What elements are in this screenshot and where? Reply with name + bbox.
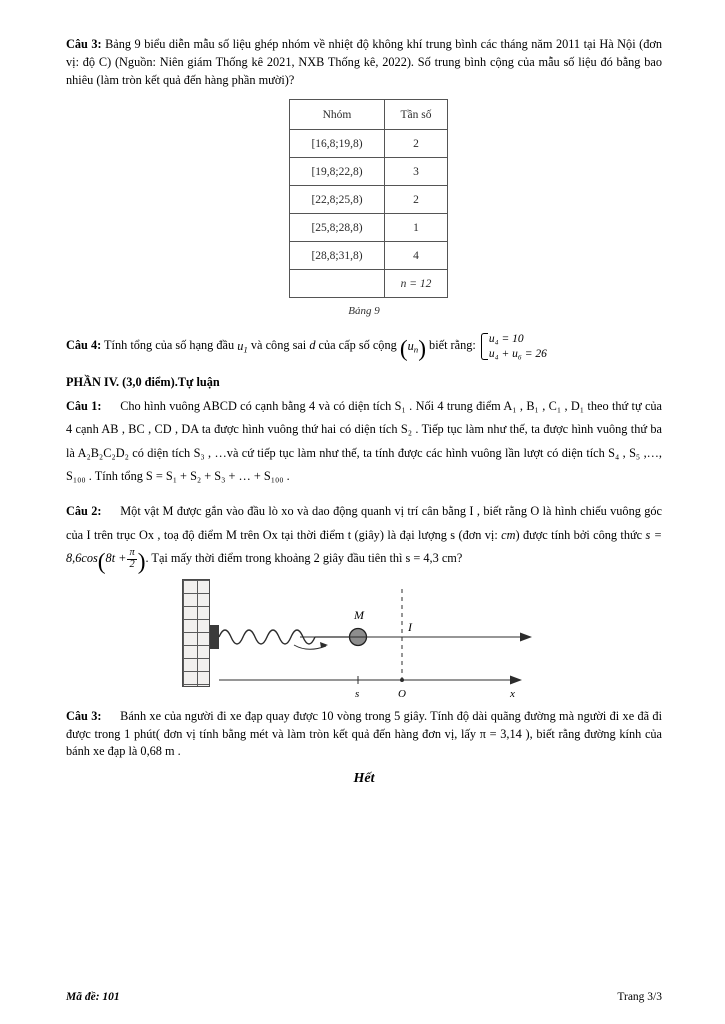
table-total-value: n = 12 <box>385 270 448 298</box>
table-caption: Bảng 9 <box>348 305 380 318</box>
table-row <box>290 186 448 214</box>
variable-d: d <box>309 338 316 353</box>
fraction-pi-over-2: $\frac{\pi}{2}$ <box>129 546 135 570</box>
system-of-equations <box>479 332 547 361</box>
label-s: s <box>355 687 360 700</box>
question-3-bottom-line-1: Bánh xe của người đi xe đạp quay được 10 vòng trong 5 giây. Tính độ dài quãng đường mà người đi <box>120 708 620 723</box>
question-1 <box>66 395 662 488</box>
table-cell-frequency: 2 <box>385 130 448 158</box>
question-3-bottom-line-2: xe đã đi được trong 1 phút( đơn vị tính bằng mét và làm tròn kết quả đến hàng đơn vị, lấy π = 3,14 ), <box>66 708 662 741</box>
question-1-line-1: Cho hình vuông ABCD có cạnh bằng 4 và có diện tích S₁ . Nối 4 trung điểm A₁ , B₁ , C₁ , D₁ <box>120 399 585 413</box>
page-footer <box>66 989 662 1006</box>
spring-mass-figure <box>66 579 662 701</box>
page-number: Trang 3/3 <box>617 991 662 1004</box>
x-axis-arrowhead <box>510 675 522 684</box>
table-cell-interval: [19,8;22,8) <box>290 158 385 186</box>
table-cell-interval: [16,8;19,8) <box>290 130 385 158</box>
part-4-heading-bold: PHẦN IV. (3,0 điểm) <box>66 375 175 390</box>
question-3-bottom-label: Câu 3: <box>66 708 102 723</box>
question-1-label: Câu 1: <box>66 399 102 413</box>
question-2-line-4: tiên thì s = 4,3 cm? <box>367 551 463 566</box>
formula-paren-open: ( <box>97 549 106 576</box>
question-1-line-4: được các hình vuông lần lượt có diện tích S₄ , S₅ ,…, S₁₀₀ . Tính tổng S = S₁ + S₂ + S₃ + … + S₁₀₀ . <box>66 445 663 484</box>
formula-paren-close: ) <box>137 549 146 576</box>
table-row <box>290 242 448 270</box>
table-cell-interval: [28,8;31,8) <box>290 242 385 270</box>
question-2-line-1: Một vật M được gắn vào đầu lò xo và dao động quanh vị trí cân bằng I , biết rằng O là hình <box>120 504 577 519</box>
table-cell-frequency: 1 <box>385 214 448 242</box>
part-4-heading-rest: .Tự luận <box>174 375 220 390</box>
unit-cm: cm <box>501 527 516 542</box>
figure-svg <box>66 579 662 701</box>
page-content <box>66 36 662 792</box>
question-4-text-c: của cấp số cộng <box>318 338 397 353</box>
table-header-frequency: Tần số <box>385 100 448 130</box>
frequency-table <box>289 99 448 298</box>
origin-point <box>400 678 404 682</box>
table-cell-frequency: 2 <box>385 186 448 214</box>
question-2-label: Câu 2: <box>66 504 102 519</box>
question-4-top-label: Câu 4: <box>66 338 102 353</box>
question-3-bottom-line-3: biết rằng đường kính của bánh xe đạp là 0,68 m . <box>66 726 663 759</box>
label-O: O <box>398 687 406 700</box>
equation-2: u₄ + u₆ = 26 <box>488 347 547 360</box>
label-M: M <box>354 607 364 622</box>
paren-close: ) <box>418 336 426 363</box>
table-cell-frequency: 4 <box>385 242 448 270</box>
question-2 <box>66 500 663 576</box>
label-x: x <box>510 687 515 700</box>
question-3-top-label: Câu 3: <box>66 37 102 51</box>
axis-I-arrowhead <box>520 632 532 641</box>
table-header-group: Nhóm <box>290 100 385 130</box>
label-I: I <box>408 619 412 634</box>
part-4-heading <box>66 374 662 392</box>
question-1-line-3: như thế, ta được hình vuông thứ ba là A₂B₂C₂D₂ có diện tích S₃ , …và cứ tiếp tục làm như thế, ta tính <box>66 422 663 460</box>
question-3-top <box>66 36 662 89</box>
table-row <box>290 130 448 158</box>
table-row <box>290 158 448 186</box>
question-3-top-text: Bảng 9 biểu diễn mẫu số liệu ghép nhóm về nhiệt độ không khí trung bình các tháng năm 2011 tại Hà Nội (đơn vị: độ C) (Nguồn: Niên giám Thống kê 2021, NXB Thống kê, 2022). Số trung bình cộng của mẫu số liệu đó bằng bao nhiêu (làm tròn kết quả đến hàng phần mười)? <box>66 37 663 87</box>
table-cell-interval: [22,8;25,8) <box>290 186 385 214</box>
question-2-line-3c: . Tại mấy thời điểm trong khoảng 2 giây đầu <box>145 551 365 566</box>
question-4-text-a: Tính tổng của số hạng đầu <box>104 338 235 353</box>
table-row <box>290 214 448 242</box>
table-cell-interval: [25,8;28,8) <box>290 214 385 242</box>
question-4-top <box>66 332 662 361</box>
variable-un: $u_n$ <box>407 338 419 355</box>
table-cell-frequency: 3 <box>385 158 448 186</box>
table-total-empty <box>290 270 385 298</box>
table-header-row <box>290 100 448 130</box>
formula-inner: 8t + <box>105 551 127 566</box>
end-note: Hết <box>353 771 375 787</box>
exam-code: Mã đề: 101 <box>66 991 120 1004</box>
question-2-line-3a: (đơn vị: <box>458 527 498 542</box>
question-2-line-2: chiếu vuông góc của I trên trục Ox , toạ độ điểm M trên Ox tại thời điểm t (giây) là đại lượng s <box>66 504 662 542</box>
question-2-line-3b: ) được tính bởi công thức <box>515 527 643 542</box>
formula-lead: s = 8,6cos <box>66 527 663 566</box>
question-4-text-b: và công sai <box>250 338 307 353</box>
variable-u1: $u_1$ <box>237 338 248 355</box>
table-total-row <box>290 270 448 298</box>
frequency-table-wrapper <box>289 99 439 320</box>
question-3-bottom <box>66 708 662 761</box>
paren-open: ( <box>399 336 408 363</box>
equation-1: u₄ = 10 <box>488 333 524 346</box>
question-1-line-2: theo thứ tự của 4 cạnh AB , BC , CD , DA ta được hình vuông thứ hai có diện tích S₂ . Tiếp tục làm <box>66 399 663 437</box>
question-4-text-d: biết rằng: <box>429 338 476 353</box>
